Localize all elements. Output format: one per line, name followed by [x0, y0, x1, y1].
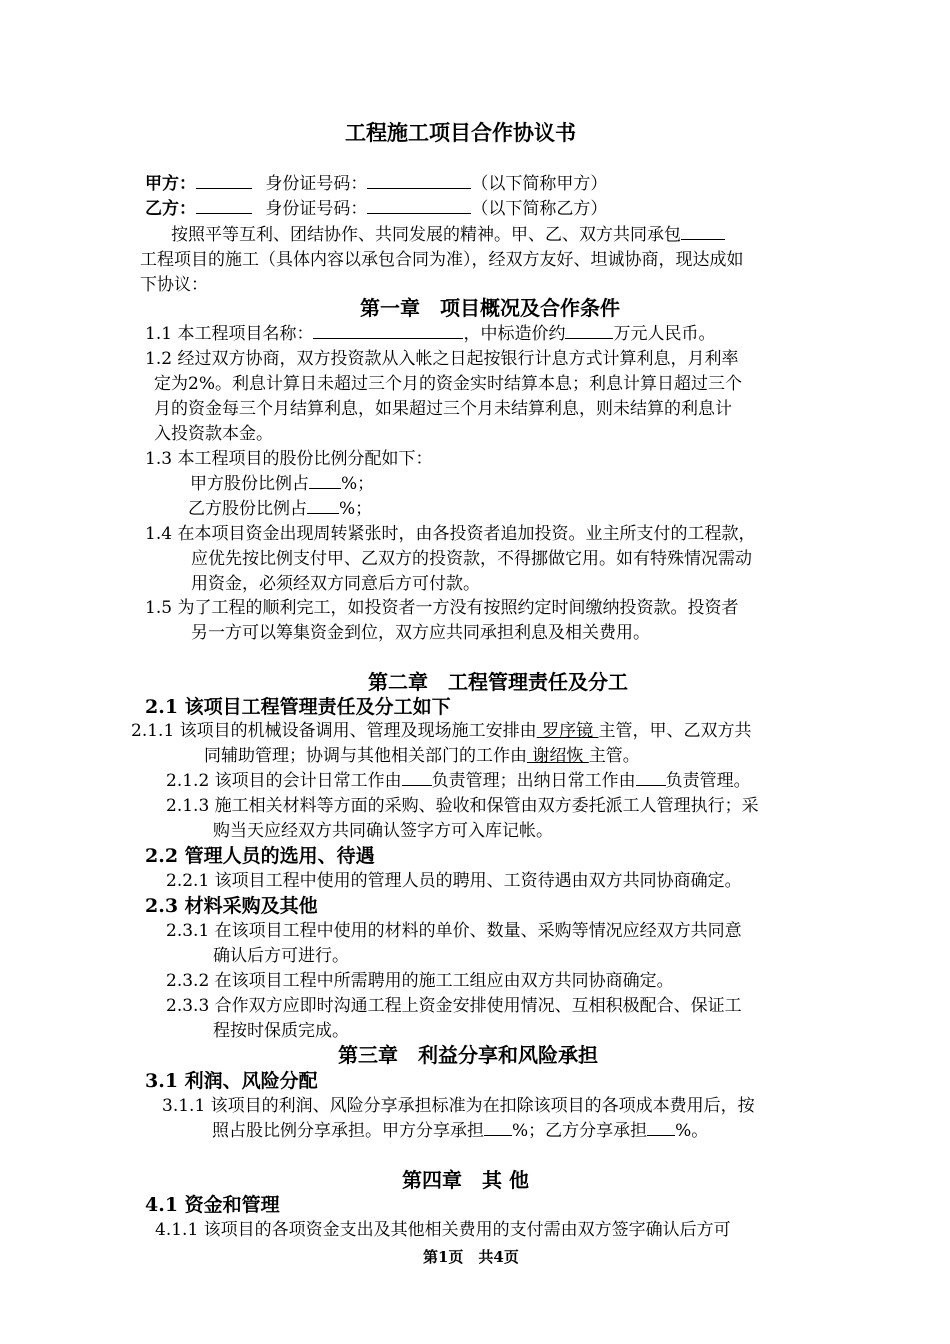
party-b-share-pct: %； — [339, 499, 373, 519]
clause-1-4-line-1: 1.4 在本项目资金出现周转紧张时，由各投资者追加投资。业主所支付的工程款， — [145, 524, 756, 544]
party-b-risk-share-blank[interactable] — [647, 1121, 675, 1136]
clause-2-3-3-line-1: 2.3.3 合作双方应即时沟通工程上资金安排使用情况、互相积极配合、保证工 — [166, 996, 742, 1016]
party-b-line — [145, 198, 607, 220]
clause-1-1-end: 万元人民币。 — [613, 324, 716, 344]
party-a-line — [145, 173, 607, 195]
party-a-id-blank[interactable] — [367, 174, 471, 189]
party-b-share-blank[interactable] — [307, 499, 339, 514]
clause-3-1-1-text-b: %；乙方分享承担 — [512, 1121, 648, 1141]
section-3-1: 3.1 利润、风险分配 — [145, 1070, 318, 1092]
clause-2-1-1-line-1 — [131, 720, 751, 742]
clause-2-1-3-line-1: 2.1.3 施工相关材料等方面的采购、验收和保管由双方委托派工人管理执行；采 — [166, 796, 759, 816]
party-b-name-blank[interactable] — [196, 199, 252, 214]
clause-1-5-line-2: 另一方可以筹集资金到位，双方应共同承担利息及相关费用。 — [191, 623, 650, 643]
party-a-share-line — [190, 473, 374, 495]
project-blank[interactable] — [681, 225, 725, 240]
clause-2-1-1-text-a: 2.1.1 该项目的机械设备调用、管理及现场施工安排由 — [131, 721, 537, 741]
clause-1-2-line-4: 入投资款本金。 — [154, 424, 273, 444]
project-name-blank[interactable] — [313, 324, 463, 339]
clause-2-1-1-text-b: 主管，甲、乙双方共 — [598, 721, 752, 741]
clause-2-1-1-text-c: 同辅助管理；协调与其他相关部门的工作由 — [204, 746, 527, 766]
clause-2-1-1-text-d: 主管。 — [588, 746, 640, 766]
clause-1-4-line-2: 应优先按比例支付甲、乙双方的投资款，不得挪做它用。如有特殊情况需动 — [191, 549, 752, 569]
party-b-share-label: 乙方股份比例占 — [188, 499, 307, 519]
cashier-blank[interactable] — [636, 771, 666, 786]
party-a-name-blank[interactable] — [196, 174, 252, 189]
party-a-id-label: 身份证号码： — [265, 174, 368, 194]
party-a-share-pct: %； — [341, 474, 375, 494]
accountant-blank[interactable] — [402, 771, 432, 786]
party-a-note: （以下简称甲方） — [471, 174, 608, 194]
chapter-2-title: 第二章 工程管理责任及分工 — [368, 670, 628, 694]
clause-2-1-1-line-2 — [204, 745, 640, 767]
party-a-share-label: 甲方股份比例占 — [190, 474, 309, 494]
party-a-label: 甲方： — [145, 174, 196, 194]
intro-line-1 — [171, 224, 725, 246]
party-b-id-blank[interactable] — [367, 199, 471, 214]
party-a-share-blank[interactable] — [309, 474, 341, 489]
clause-2-1-2 — [166, 770, 751, 792]
party-b-note: （以下简称乙方） — [471, 199, 608, 219]
clause-3-1-1-text-c: %。 — [675, 1121, 709, 1141]
manager-name-1: 罗序镜 — [536, 721, 599, 741]
intro-line-2: 工程项目的施工（具体内容以承包合同为准），经双方友好、坦诚协商，现达成如 — [140, 250, 744, 270]
bid-price-blank[interactable] — [565, 324, 613, 339]
clause-1-5-line-1: 1.5 为了工程的顺利完工，如投资者一方没有按照约定时间缴纳投资款。投资者 — [145, 598, 739, 618]
chapter-3-title: 第三章 利益分享和风险承担 — [338, 1043, 598, 1067]
clause-3-1-1-line-2 — [212, 1120, 708, 1142]
section-2-3: 2.3 材料采购及其他 — [145, 895, 318, 917]
clause-2-3-3-line-2: 程按时保质完成。 — [213, 1021, 349, 1041]
page-footer: 第1页 共4页 — [423, 1248, 519, 1266]
party-a-risk-share-blank[interactable] — [484, 1121, 512, 1136]
clause-1-2-line-1: 1.2 经过双方协商，双方投资款从入帐之日起按银行计息方式计算利息，月利率 — [145, 349, 739, 369]
clause-2-1-2-text-c: 负责管理。 — [665, 771, 751, 791]
party-b-label: 乙方： — [145, 199, 196, 219]
clause-1-3: 1.3 本工程项目的股份比例分配如下： — [145, 449, 433, 469]
clause-2-1-2-text-a: 2.1.2 该项目的会计日常工作由 — [166, 771, 402, 791]
clause-1-4-line-3: 用资金，必须经双方同意后方可付款。 — [191, 574, 480, 594]
chapter-4-title: 第四章 其 他 — [402, 1168, 529, 1192]
clause-2-3-1-line-2: 确认后方可进行。 — [213, 946, 349, 966]
section-2-2: 2.2 管理人员的选用、待遇 — [145, 845, 375, 867]
clause-1-1 — [145, 323, 715, 345]
party-b-id-label: 身份证号码： — [265, 199, 368, 219]
clause-3-1-1-text-a: 照占股比例分享承担。甲方分享承担 — [212, 1121, 484, 1141]
clause-3-1-1-line-1: 3.1.1 该项目的利润、风险分享承担标准为在扣除该项目的各项成本费用后，按 — [162, 1096, 755, 1116]
intro-text-1: 按照平等互利、团结协作、共同发展的精神。甲、乙、双方共同承包 — [171, 225, 681, 245]
clause-1-2-line-2: 定为2%。利息计算日未超过三个月的资金实时结算本息；利息计算日超过三个 — [154, 374, 742, 394]
clause-1-2-line-3: 月的资金每三个月结算利息，如果超过三个月未结算利息，则未结算的利息计 — [154, 399, 732, 419]
clause-2-3-2: 2.3.2 在该项目工程中所需聘用的施工工组应由双方共同协商确定。 — [166, 971, 674, 991]
clause-4-1-1: 4.1.1 该项目的各项资金支出及其他相关费用的支付需由双方签字确认后方可 — [155, 1220, 731, 1240]
chapter-1-title: 第一章 项目概况及合作条件 — [360, 296, 620, 320]
intro-line-3: 下协议： — [140, 275, 208, 295]
section-2-1: 2.1 该项目工程管理责任及分工如下 — [145, 696, 451, 718]
manager-name-2: 谢绍恢 — [527, 746, 589, 766]
clause-1-1-label: 1.1 本工程项目名称： — [145, 324, 314, 344]
clause-1-1-mid: ，中标造价约 — [463, 324, 566, 344]
clause-2-2-1: 2.2.1 该项目工程中使用的管理人员的聘用、工资待遇由双方共同协商确定。 — [166, 871, 742, 891]
party-b-share-line — [188, 498, 372, 520]
section-4-1: 4.1 资金和管理 — [145, 1194, 280, 1216]
clause-2-1-2-text-b: 负责管理；出纳日常工作由 — [431, 771, 636, 791]
clause-2-1-3-line-2: 购当天应经双方共同确认签字方可入库记帐。 — [213, 821, 553, 841]
clause-2-3-1-line-1: 2.3.1 在该项目工程中使用的材料的单价、数量、采购等情况应经双方共同意 — [166, 921, 742, 941]
document-title: 工程施工项目合作协议书 — [345, 120, 576, 145]
